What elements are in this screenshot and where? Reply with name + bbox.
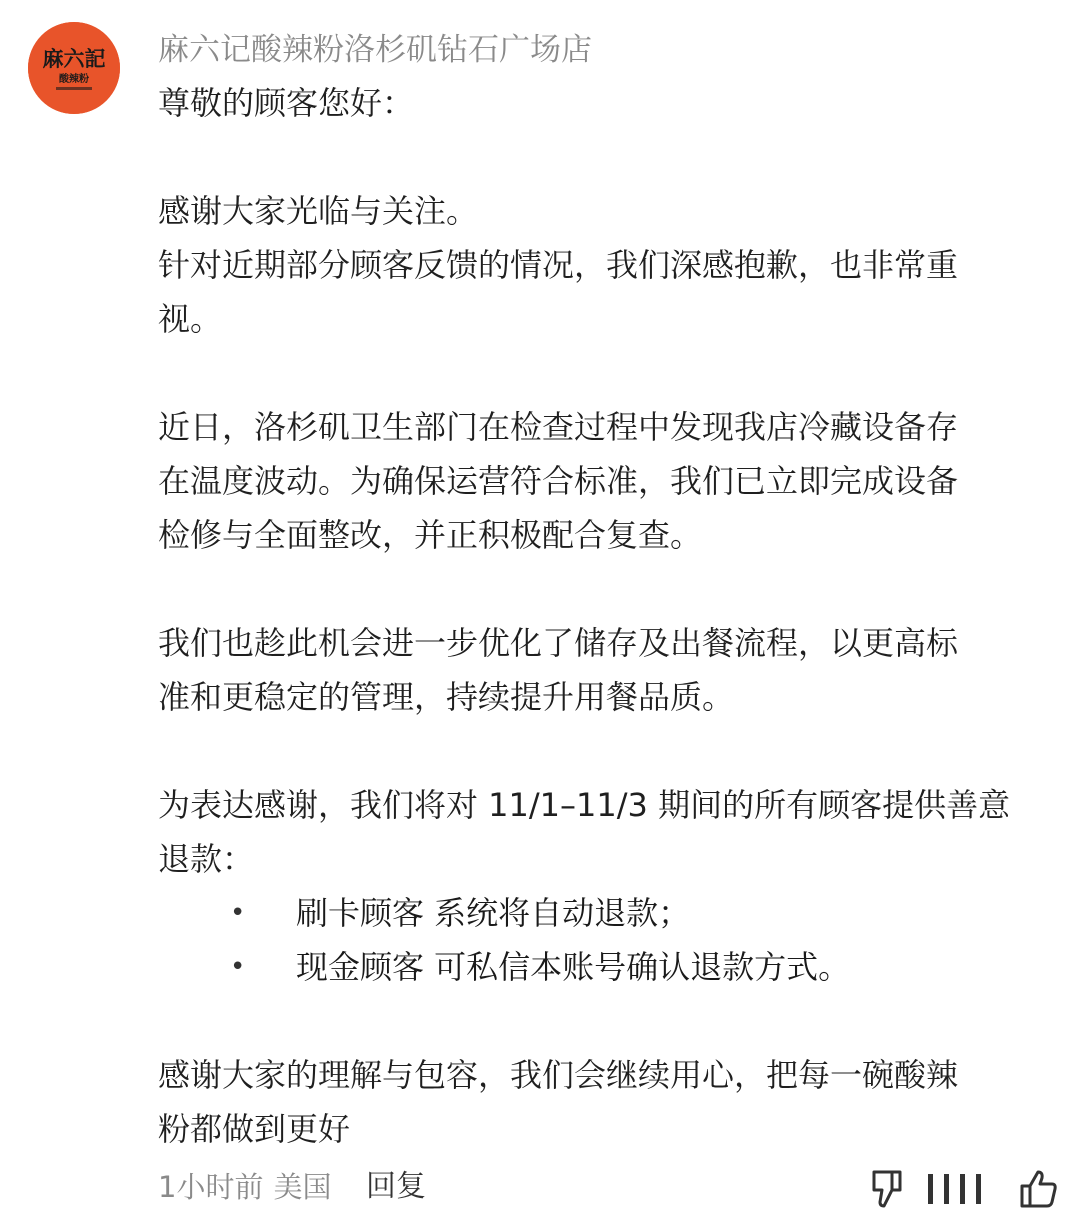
avatar[interactable] bbox=[28, 22, 120, 114]
blank-line bbox=[158, 130, 1038, 184]
author-name[interactable]: 麻六记酸辣粉洛杉矶钻石广场店 bbox=[158, 32, 592, 68]
comment-line: 视。 bbox=[158, 300, 223, 338]
comment-line: 我们也趁此机会进一步优化了储存及出餐流程，以更高标 bbox=[158, 624, 959, 662]
bullet-text: 现金顾客 可私信本账号确认退款方式。 bbox=[296, 948, 851, 986]
comment-line: 退款： bbox=[158, 840, 255, 878]
reply-button[interactable]: 回复 bbox=[366, 1169, 426, 1204]
comment-actions bbox=[866, 1166, 1066, 1210]
comment-line: 为表达感谢，我们将对 11/1–11/3 期间的所有顾客提供善意 bbox=[158, 786, 1011, 824]
comment-meta bbox=[158, 1164, 331, 1210]
blank-line bbox=[158, 562, 1038, 616]
store-logo bbox=[28, 22, 120, 114]
bullet-dot: • bbox=[230, 952, 246, 982]
bullet-dot: • bbox=[230, 898, 246, 928]
timestamp: 1小时前 bbox=[158, 1170, 264, 1204]
list-item bbox=[158, 940, 1038, 994]
comment-line: 检修与全面整改，并正积极配合复查。 bbox=[158, 516, 703, 554]
comment-line: 感谢大家光临与关注。 bbox=[158, 192, 479, 230]
like-icon[interactable] bbox=[1016, 1166, 1060, 1210]
blank-line bbox=[158, 346, 1038, 400]
list-item bbox=[158, 886, 1038, 940]
bullet-text: 刷卡顾客 系统将自动退款； bbox=[296, 894, 691, 932]
logo-main-text: 麻六記 bbox=[42, 46, 106, 71]
dislike-icon[interactable] bbox=[866, 1166, 906, 1210]
comment-line: 近日，洛杉矶卫生部门在检查过程中发现我店冷藏设备存 bbox=[158, 408, 959, 446]
comment-line: 准和更稳定的管理，持续提升用餐品质。 bbox=[158, 678, 735, 716]
blank-line bbox=[158, 724, 1038, 778]
location: 美国 bbox=[273, 1170, 332, 1204]
comment-line: 尊敬的顾客您好： bbox=[158, 84, 415, 122]
logo-sub-text: 酸辣粉 bbox=[59, 74, 89, 85]
comment-body bbox=[158, 76, 1038, 1156]
comment-line: 针对近期部分顾客反馈的情况，我们深感抱歉，也非常重 bbox=[158, 246, 959, 284]
comment-line: 感谢大家的理解与包容，我们会继续用心，把每一碗酸辣 bbox=[158, 1056, 959, 1094]
more-icon[interactable] bbox=[920, 1166, 990, 1210]
blank-line bbox=[158, 994, 1038, 1048]
comment-line: 在温度波动。为确保运营符合标准，我们已立即完成设备 bbox=[158, 462, 959, 500]
comment-line: 粉都做到更好 bbox=[158, 1110, 351, 1148]
